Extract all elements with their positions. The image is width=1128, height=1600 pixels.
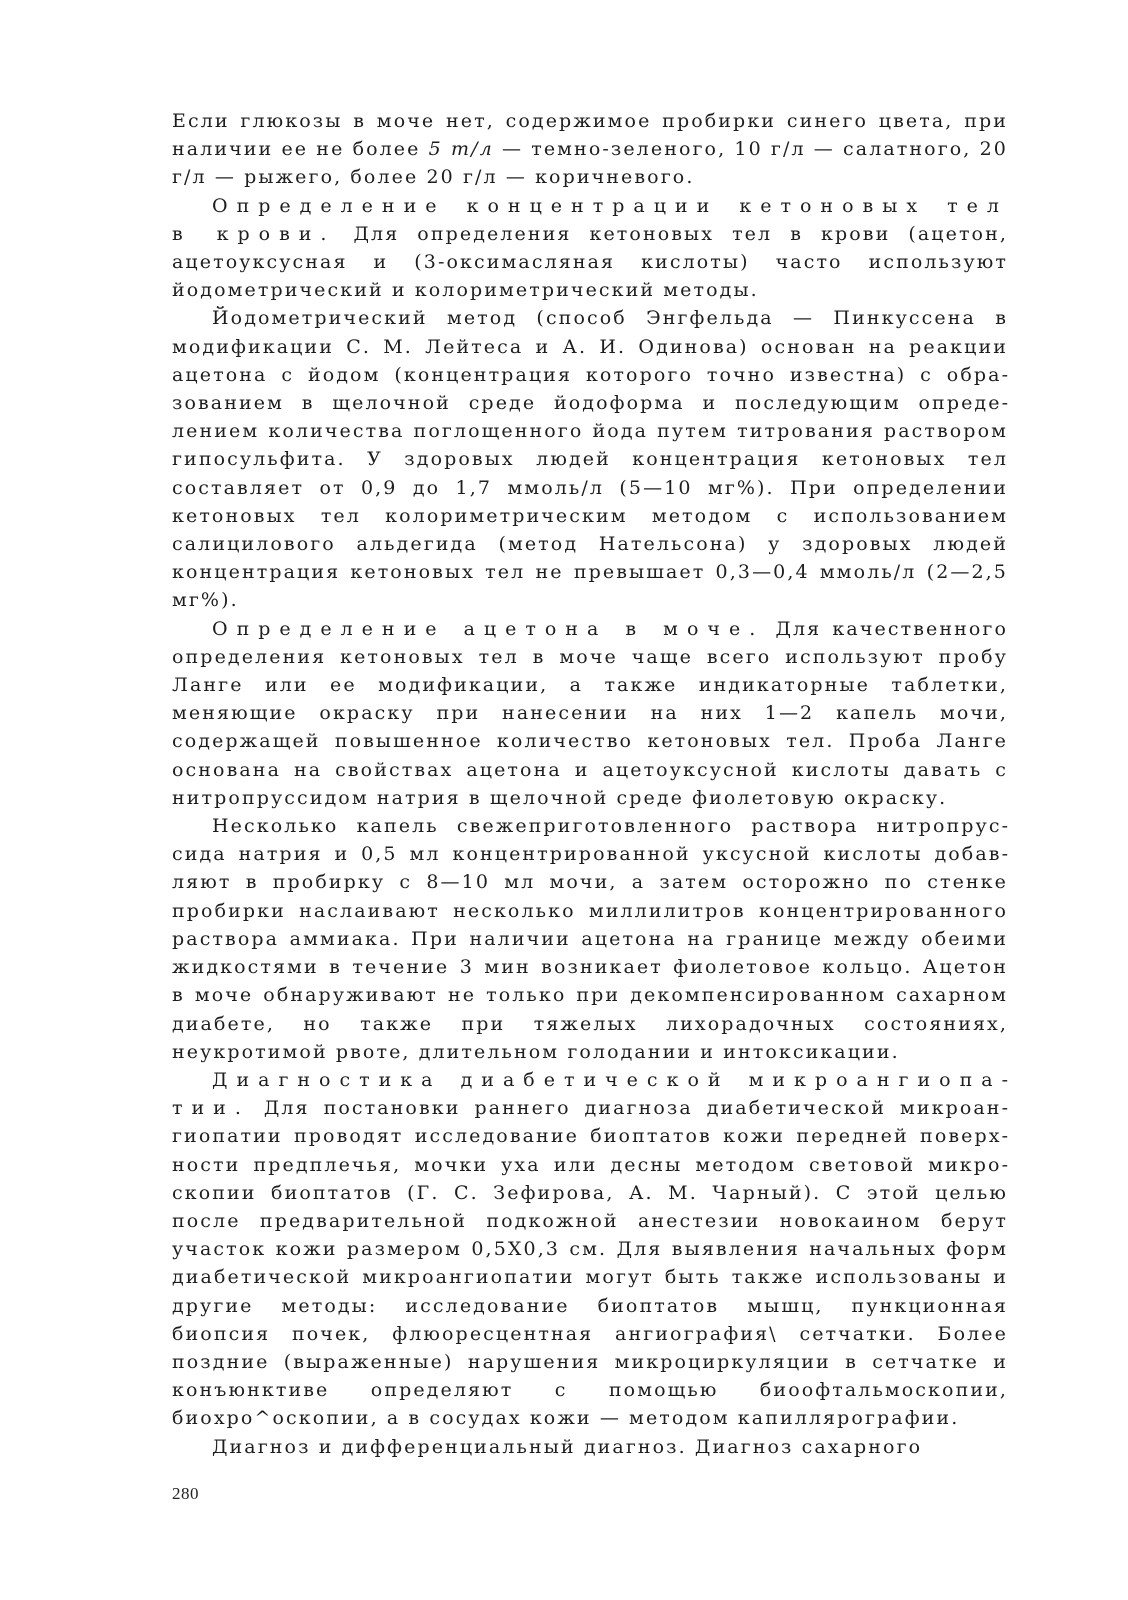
- paragraph-microangiopathy: [172, 1066, 1008, 1433]
- paragraph-acetone-urine: [172, 615, 1008, 812]
- paragraph-text: Если глюкозы в моче нет, содержимое пробирки синего цвета, при наличии ее не более: [172, 110, 1008, 161]
- paragraph-ketone-blood: [172, 192, 1008, 305]
- paragraph-text: — темно-зеленого, 10 г/л — салатного, 20 г/л — рыжего, более 20 г/л — коричневого.: [172, 138, 1008, 189]
- italic-value: 5 т/л: [428, 138, 494, 161]
- paragraph-iodometric-method: Йодометрический метод (способ Энгфельда — Пинкуссена в модификации С. М. Лейтеса и А. И. Одинова) основан на реакции ацетона с йодом (концентрация которого точно известна) с образованием в щелочной среде йодоформа и последующим определением количества поглощенного йода путем титрования раствором гипосульфита. У здоровых людей концентрация кетоновых тел составляет от 0,9 до 1,7 ммоль/л (5—10 мг%). При определении кетоновых тел колориметрическим методом с использованием салицилового альдегида (метод Нательсона) у здоровых людей концентрация кетоновых тел не превышает 0,3—0,4 ммоль/л (2—2,5 мг%).: [172, 307, 1008, 612]
- paragraph-lange-procedure: Несколько капель свежеприготовленного раствора нитропруссида натрия и 0,5 мл концентрированной уксусной кислоты добавляют в пробирку с 8—10 мл мочи, а затем осторожно по стенке пробирки наслаивают несколько миллилитров концентрированного раствора аммиака. При наличии ацетона на границе между обеими жидкостями в течение 3 мин возникает фиолетовое кольцо. Ацетон в моче обнаруживают не только при декомпенсированном сахарном диабете, но также при тяжелых лихорадочных состояниях, неукротимой рвоте, длительном голодании и интоксикации.: [172, 815, 1008, 1063]
- paragraph-text: Для качественного определения кетоновых тел в моче чаще всего используют пробу Ланге или ее модификации, а также индикаторные таблетки, меняющие окраску при нанесении на них 1—2 капель мочи, содержащей повышенное количество кетоновых тел. Проба Ланге основана на свойствах ацетона и ацетоуксусной кислоты давать с нитропруссидом натрия в щелочной среде фиолетовую окраску.: [172, 617, 1008, 809]
- section-heading: Определение концентрации кетоновых тел в крови.: [172, 194, 1008, 245]
- paragraph-text: Для определения кетоновых тел в крови (ацетон, ацетоуксусная и (3-оксимасляная кислоты) часто используют йодометрический и колориметрический методы.: [172, 222, 1008, 302]
- section-heading: Диагностика диабетической микроангиопатии.: [172, 1068, 1008, 1120]
- paragraph-text: Для постановки раннего диагноза диабетической микроангиопатии проводят исследование биоптатов кожи передней поверхности предплечья, мочки уха или десны методом световой микроскопии биоптатов (Г. С. Зефирова, А. М. Чарный). С этой целью после предварительной подкожной анестезии новокаином берут участок кожи размером 0,5X0,3 см. Для выявления начальных форм диабетической микроангиопатии могут быть также использованы и другие методы: исследование биоптатов мышц, пункционная биопсия почек, флюоресцентная ангиография\ сетчатки. Более поздние (выраженные) нарушения микроциркуляции в сетчатке и конъюнктиве определяют с помощью биоофтальмоскопии, биохро^оскопии, а в сосудах кожи — методом капиллярографии.: [172, 1097, 1008, 1430]
- paragraph-glucose-colors: [172, 107, 1008, 192]
- body-text: [172, 107, 1008, 1461]
- paragraph-diagnosis: Диагноз и дифференциальный диагноз. Диагноз сахарного: [212, 1435, 923, 1458]
- page-number: 280: [172, 1484, 199, 1503]
- section-heading: Определение ацетона в моче.: [212, 617, 765, 640]
